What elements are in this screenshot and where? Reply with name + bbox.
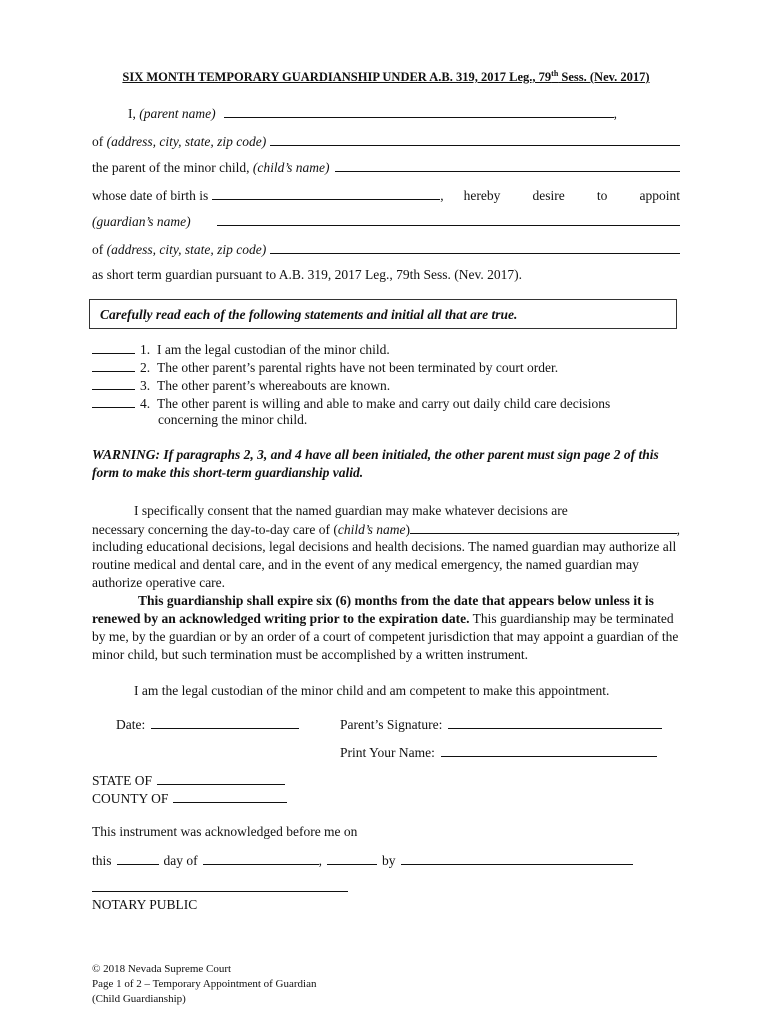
parent-name-row: I, (parent name) , <box>128 106 617 121</box>
acknowledgment-date-row: this day of , by <box>92 851 633 870</box>
child-name-field[interactable] <box>335 158 680 172</box>
guardian-name-field[interactable] <box>217 212 680 226</box>
statement-4: 4. The other parent is willing and able to make and carry out daily child care decisions <box>92 394 610 413</box>
warning-text: WARNING: If paragraphs 2, 3, and 4 have all been initialed, the other parent must sign page 2 of this form to make this short-term guardianship valid. <box>92 447 659 480</box>
parent-signature-row: Parent’s Signature: <box>340 715 662 734</box>
form-title: SIX MONTH TEMPORARY GUARDIANSHIP UNDER A.B. 319, 2017 Leg., 79th Sess. (Nev. 2017) <box>122 69 650 84</box>
instructions-box <box>89 299 677 329</box>
ack-month-field[interactable] <box>203 851 319 865</box>
acknowledgment-text: This instrument was acknowledged before me on <box>92 824 358 839</box>
print-name-row: Print Your Name: <box>340 743 657 762</box>
county-field[interactable] <box>173 789 287 803</box>
ack-by-field[interactable] <box>401 851 633 865</box>
state-row: STATE OF <box>92 771 285 790</box>
parent-name-field[interactable] <box>224 104 614 118</box>
statement-1: 1. I am the legal custodian of the minor child. <box>92 340 390 359</box>
parent-signature-field[interactable] <box>448 715 662 729</box>
dob-field[interactable] <box>212 186 440 200</box>
notary-public-label: NOTARY PUBLIC <box>92 897 198 912</box>
date-row: Date: <box>116 715 299 734</box>
consent-line-1: I specifically consent that the named guardian may make whatever decisions are <box>134 503 568 518</box>
parent-address-row: of (address, city, state, zip code) <box>92 132 680 151</box>
statement-3: 3. The other parent’s whereabouts are known. <box>92 376 390 395</box>
initial-field-2[interactable] <box>92 358 135 372</box>
child-name-row: the parent of the minor child, (child’s name) <box>92 158 680 177</box>
print-name-field[interactable] <box>441 743 657 757</box>
consent-line-2: necessary concerning the day-to-day care of ( child’s name ) , <box>92 522 680 537</box>
guardian-address-field[interactable] <box>270 240 680 254</box>
ack-day-field[interactable] <box>117 851 159 865</box>
notary-signature-line[interactable] <box>92 890 348 892</box>
footer-type: (Child Guardianship) <box>92 993 186 1005</box>
footer-page: Page 1 of 2 – Temporary Appointment of Guardian <box>92 978 317 990</box>
initial-field-3[interactable] <box>92 376 135 390</box>
guardian-address-row: of (address, city, state, zip code) <box>92 240 680 259</box>
consent-child-name-field[interactable] <box>410 520 677 534</box>
expire-paragraph: This guardianship shall expire six (6) months from the date that appears below unless it is renewed by an acknowledged writing prior to the expiration date. This guardianship may be terminated by me, by the guardian or by an order of a court of competent jurisdiction that may appoint a guardian of the minor child, but such termination must be accomplished by a written instrument. <box>92 593 679 662</box>
initial-field-4[interactable] <box>92 394 135 408</box>
footer-copyright: © 2018 Nevada Supreme Court <box>92 963 232 975</box>
consent-rest: including educational decisions, legal decisions and health decisions. The named guardian may authorize all routine medical and dental care, and in the event of any medical emergency, the named guardian may authorize operative care. <box>92 539 677 590</box>
parent-address-field[interactable] <box>270 132 680 146</box>
dob-row: whose date of birth is , hereby desire to appoint <box>92 188 680 203</box>
initial-field-1[interactable] <box>92 340 135 354</box>
county-row: COUNTY OF <box>92 789 287 808</box>
ack-year-field[interactable] <box>327 851 377 865</box>
guardian-name-row: (guardian’s name) <box>92 212 680 231</box>
statement-4-continued: concerning the minor child. <box>158 412 308 427</box>
short-term-text: as short term guardian pursuant to A.B. 319, 2017 Leg., 79th Sess. (Nev. 2017). <box>92 267 522 282</box>
instructions-text: Carefully read each of the following statements and initial all that are true. <box>100 307 518 322</box>
date-field[interactable] <box>151 715 299 729</box>
state-field[interactable] <box>157 771 285 785</box>
custodian-statement: I am the legal custodian of the minor child and am competent to make this appointment. <box>134 683 610 698</box>
statement-2: 2. The other parent’s parental rights have not been terminated by court order. <box>92 358 558 377</box>
